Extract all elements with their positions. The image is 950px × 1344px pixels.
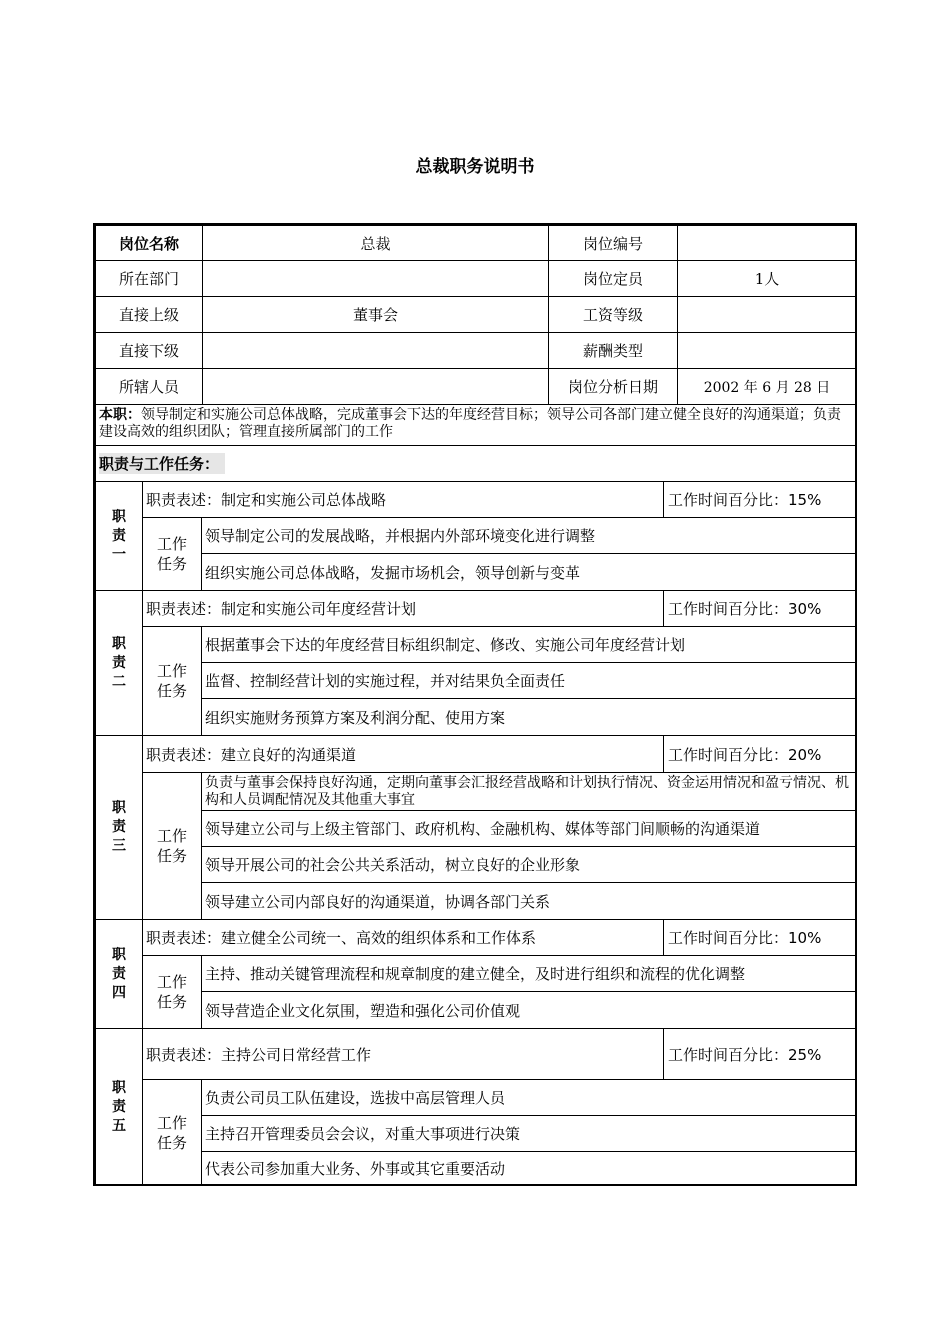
duty-5-task-label: 工作 任务 bbox=[142, 1079, 202, 1186]
staff-label: 所辖人员 bbox=[95, 368, 203, 405]
quota-value: 1人 bbox=[677, 260, 857, 297]
job-no-value bbox=[677, 225, 857, 261]
section-header-text: 职责与工作任务： bbox=[99, 453, 225, 474]
duty-2-task-1: 根据董事会下达的年度经营目标组织制定、修改、实施公司年度经营计划 bbox=[201, 626, 857, 663]
document-title: 总裁职务说明书 bbox=[415, 157, 535, 177]
duty-4-description: 职责表述：建立健全公司统一、高效的组织体系和工作体系 bbox=[142, 919, 664, 956]
job-name-label: 岗位名称 bbox=[95, 225, 203, 261]
duty-3-task-1: 负责与董事会保持良好沟通，定期向董事会汇报经营战略和计划执行情况、资金运用情况和盈亏情况、机构和人员调配情况及其他重大事宜 bbox=[201, 772, 857, 811]
duty-5-task-1: 负责公司员工队伍建设，选拔中高层管理人员 bbox=[201, 1079, 857, 1116]
duties-section-header bbox=[95, 445, 857, 482]
duty-2-task-3: 组织实施财务预算方案及利润分配、使用方案 bbox=[201, 698, 857, 736]
duty-1-task-1: 领导制定公司的发展战略，并根据内外部环境变化进行调整 bbox=[201, 517, 857, 554]
job-description-table bbox=[93, 223, 857, 1186]
dept-value bbox=[202, 260, 549, 297]
duty-1-task-label: 工作 任务 bbox=[142, 517, 202, 591]
duty-2-percent: 工作时间百分比：30% bbox=[663, 590, 857, 627]
duty-5-task-3: 代表公司参加重大业务、外事或其它重要活动 bbox=[201, 1151, 857, 1186]
duty-3-task-label: 工作 任务 bbox=[142, 772, 202, 920]
duty-4-task-1: 主持、推动关键管理流程和规章制度的建立健全，及时进行组织和流程的优化调整 bbox=[201, 955, 857, 992]
dept-label: 所在部门 bbox=[95, 260, 203, 297]
pay-type-label: 薪酬类型 bbox=[548, 332, 678, 369]
duty-1-description: 职责表述：制定和实施公司总体战略 bbox=[142, 481, 664, 518]
grade-value bbox=[677, 296, 857, 333]
duty-2-description: 职责表述：制定和实施公司年度经营计划 bbox=[142, 590, 664, 627]
job-name-value: 总裁 bbox=[202, 225, 549, 261]
superior-label: 直接上级 bbox=[95, 296, 203, 333]
duty-2-task-2: 监督、控制经营计划的实施过程，并对结果负全面责任 bbox=[201, 662, 857, 699]
summary-label: 本职： bbox=[99, 407, 141, 423]
superior-value: 董事会 bbox=[202, 296, 549, 333]
duty-5-description: 职责表述：主持公司日常经营工作 bbox=[142, 1028, 664, 1080]
duty-2-label: 职 责 二 bbox=[95, 590, 143, 736]
duty-3-label: 职 责 三 bbox=[95, 735, 143, 920]
duty-4-percent: 工作时间百分比：10% bbox=[663, 919, 857, 956]
duty-5-label: 职 责 五 bbox=[95, 1028, 143, 1186]
duty-3-description: 职责表述：建立良好的沟通渠道 bbox=[142, 735, 664, 773]
duty-3-task-4: 领导建立公司内部良好的沟通渠道，协调各部门关系 bbox=[201, 882, 857, 920]
staff-value bbox=[202, 368, 549, 405]
duty-1-task-2: 组织实施公司总体战略，发掘市场机会，领导创新与变革 bbox=[201, 553, 857, 591]
job-summary bbox=[95, 404, 857, 446]
duty-4-task-label: 工作 任务 bbox=[142, 955, 202, 1029]
job-no-label: 岗位编号 bbox=[548, 225, 678, 261]
duty-4-task-2: 领导营造企业文化氛围，塑造和强化公司价值观 bbox=[201, 991, 857, 1029]
duty-5-percent: 工作时间百分比：25% bbox=[663, 1028, 857, 1080]
date-value: 2002 年 6 月 28 日 bbox=[677, 368, 857, 405]
date-label: 岗位分析日期 bbox=[548, 368, 678, 405]
duty-2-task-label: 工作 任务 bbox=[142, 626, 202, 736]
duty-4-label: 职 责 四 bbox=[95, 919, 143, 1029]
duty-3-task-2: 领导建立公司与上级主管部门、政府机构、金融机构、媒体等部门间顺畅的沟通渠道 bbox=[201, 810, 857, 847]
quota-label: 岗位定员 bbox=[548, 260, 678, 297]
pay-type-value bbox=[677, 332, 857, 369]
subordinate-label: 直接下级 bbox=[95, 332, 203, 369]
duty-3-task-3: 领导开展公司的社会公共关系活动，树立良好的企业形象 bbox=[201, 846, 857, 883]
summary-text: 领导制定和实施公司总体战略，完成董事会下达的年度经营目标；领导公司各部门建立健全良好的沟通渠道；负责建设高效的组织团队；管理直接所属部门的工作 bbox=[99, 407, 841, 440]
duty-1-percent: 工作时间百分比：15% bbox=[663, 481, 857, 518]
grade-label: 工资等级 bbox=[548, 296, 678, 333]
subordinate-value bbox=[202, 332, 549, 369]
duty-1-label: 职 责 一 bbox=[95, 481, 143, 591]
duty-5-task-2: 主持召开管理委员会会议，对重大事项进行决策 bbox=[201, 1115, 857, 1152]
duty-3-percent: 工作时间百分比：20% bbox=[663, 735, 857, 773]
